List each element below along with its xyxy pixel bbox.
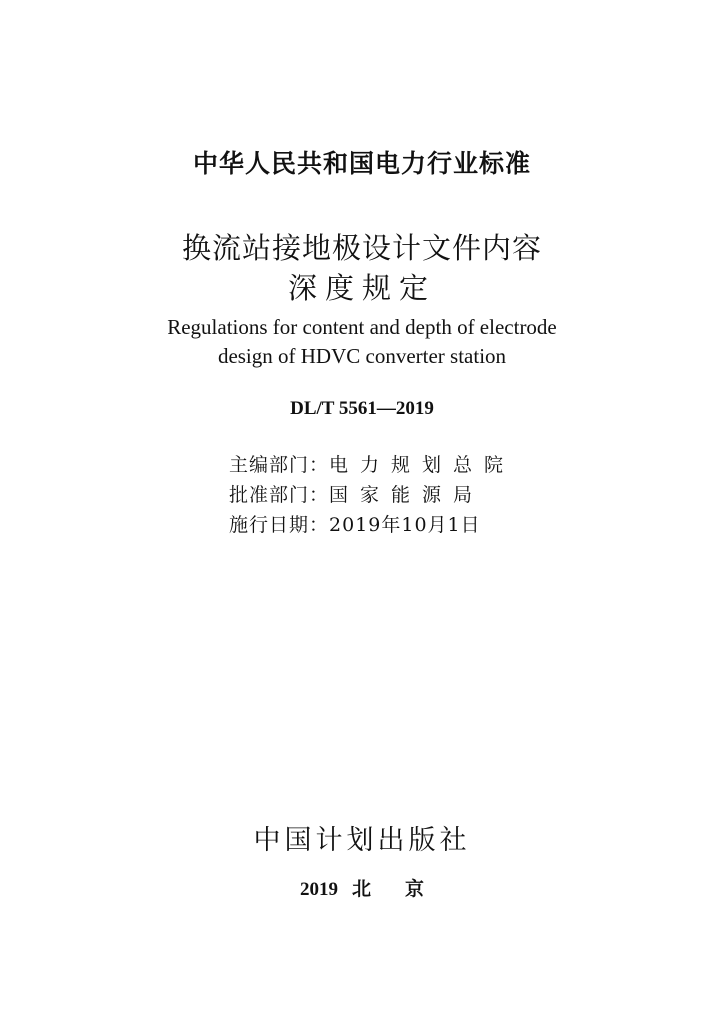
meta-editor-label: 主编部门： [229,454,330,476]
title-zh-line-1: 换流站接地极设计文件内容 [181,231,542,265]
meta-date-value: 2019年10月1日 [329,514,481,536]
publisher-name: 中国计划出版社 [253,825,471,856]
meta-approver-row [229,480,484,507]
meta-date-row [229,510,481,537]
imprint-city-char-1: 北 [351,878,371,900]
meta-approver-label: 批准部门： [229,484,330,506]
imprint-city-char-2: 京 [405,878,425,900]
standard-category: 中华人民共和国电力行业标准 [192,149,531,178]
standard-code: DL/T 5561—2019 [290,398,434,419]
title-en-line-2: design of HDVC converter station [217,344,507,368]
meta-approver-value: 国家能源局 [329,484,485,506]
title-zh-line-2: 深度规定 [287,271,436,305]
meta-editor-row [229,450,515,477]
title-en-line-1: Regulations for content and depth of electrode [167,315,557,339]
meta-date-label: 施行日期： [229,514,330,536]
meta-editor-value: 电力规划总院 [329,454,516,476]
imprint-year: 2019 [299,879,338,900]
imprint-line [0,874,724,901]
